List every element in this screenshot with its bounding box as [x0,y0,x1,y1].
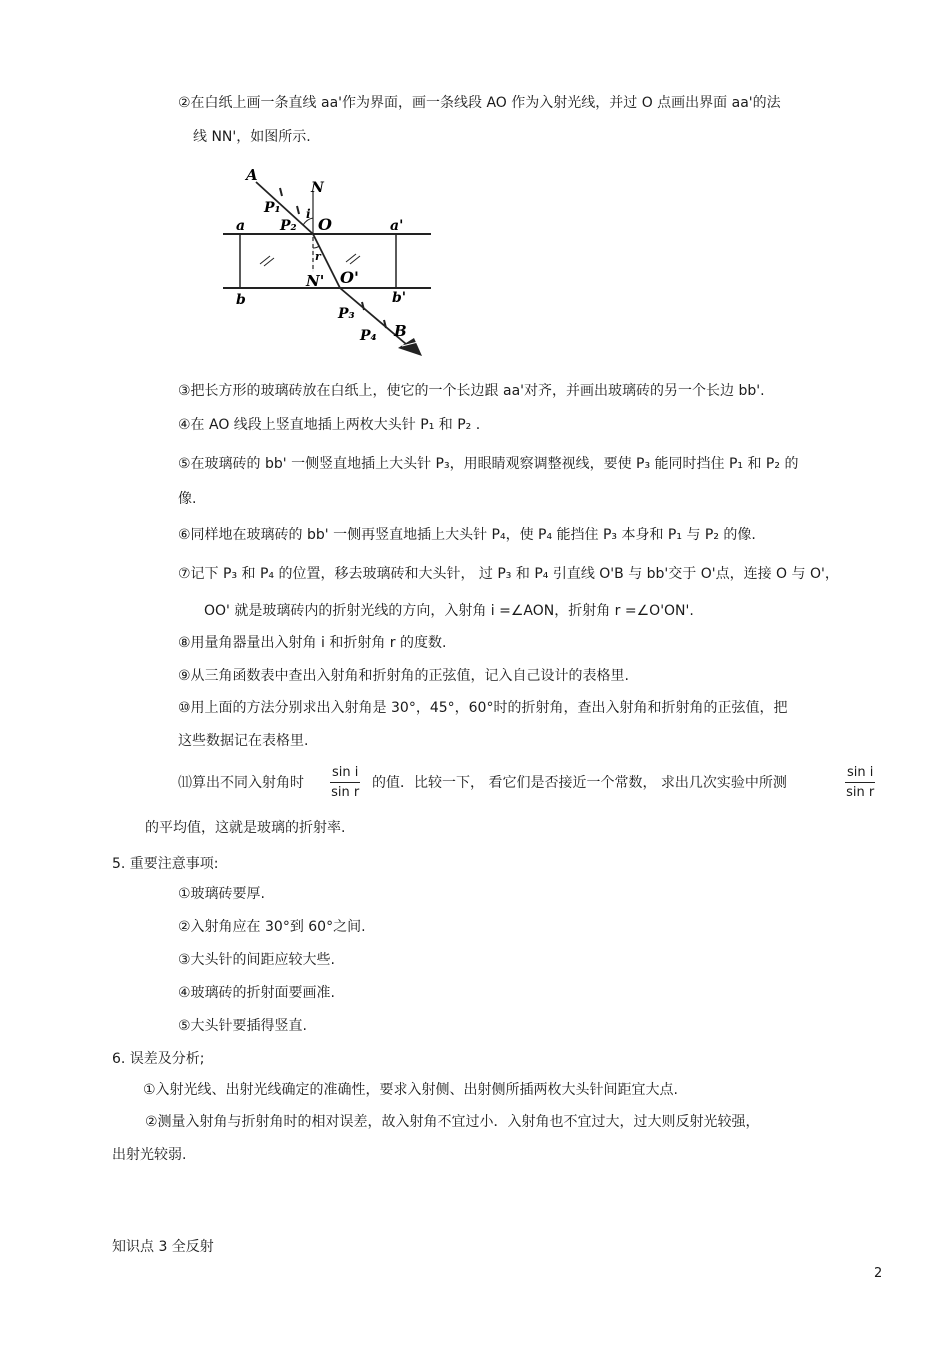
note-item: ②入射角应在 30°到 60°之间. [178,919,366,935]
note-item: ⑤大头针要插得竖直. [178,1018,308,1034]
step-7-line-2: OO' 就是玻璃砖内的折射光线的方向，入射角 i =∠AON，折射角 r =∠O'ON'. [204,603,694,619]
label-P4: P₄ [360,328,377,344]
step-2-line-1: ②在白纸上画一条直线 aa'作为界面，画一条线段 AO 作为入射光线，并过 O 点画出界面 aa'的法 [178,95,781,111]
fraction-denominator: sin r [846,785,875,800]
label-P1: P₁ [264,200,281,216]
section-5-heading: 5. 重要注意事项: [112,856,219,872]
angle-r-arc [313,246,319,248]
note-item: ①玻璃砖要厚. [178,886,266,902]
step-5-line-2: 像. [178,491,197,507]
fraction-denominator: sin r [331,785,360,800]
label-O: O [318,215,332,234]
sin-ratio-fraction-2 [845,765,875,800]
label-A: A [246,166,258,184]
note-item: ③大头针的间距应较大些. [178,952,336,968]
step-4: ④在 AO 线段上竖直地插上两枚大头针 P₁ 和 P₂ . [178,417,481,433]
step-9: ⑨从三角函数表中查出入射角和折射角的正弦值，记入自己设计的表格里. [178,668,629,684]
note-item: ④玻璃砖的折射面要画准. [178,985,336,1001]
fraction-numerator: sin i [330,765,360,783]
step-7-line-1: ⑦记下 P₃ 和 P₄ 的位置，移去玻璃砖和大头针， 过 P₃ 和 P₄ 引直线 O'B 与 bb'交于 O'点，连接 O 与 O'， [178,566,839,582]
step-11-prefix: ⑾算出不同入射角时 [178,775,304,791]
step-11-end: 的平均值，这就是玻璃的折射率. [145,820,346,836]
step-10-line-1: ⑩用上面的方法分别求出入射角是 30°，45°，60°时的折射角，查出入射角和折射角的正弦值，把 [178,700,788,716]
knowledge-point-heading: 知识点 3 全反射 [112,1239,214,1255]
label-a: a [236,218,246,234]
refraction-diagram [218,162,433,362]
step-2-line-2: 线 NN'，如图所示. [193,129,311,145]
label-N: N [311,180,324,196]
step-3: ③把长方形的玻璃砖放在白纸上，使它的一个长边跟 aa'对齐，并画出玻璃砖的另一个长边 bb'. [178,383,765,399]
section-6-heading: 6. 误差及分析; [112,1051,205,1067]
error-analysis-1: ①入射光线、出射光线确定的准确性，要求入射侧、出射侧所插两枚大头针间距宜大点. [143,1082,678,1098]
step-6: ⑥同样地在玻璃砖的 bb' 一侧再竖直地插上大头针 P₄，使 P₄ 能挡住 P₃ 本身和 P₁ 与 P₂ 的像. [178,527,756,543]
label-b: b [236,292,246,308]
error-analysis-2-cont: 出射光较弱. [112,1147,187,1163]
label-r: r [315,250,321,263]
label-N-prime: N' [306,272,325,290]
label-b-prime: b' [392,290,407,306]
pin-p1 [280,188,282,196]
step-5-line-1: ⑤在玻璃砖的 bb' 一侧竖直地插上大头针 P₃，用眼睛观察调整视线，要使 P₃ 能同时挡住 P₁ 和 P₂ 的 [178,456,799,472]
pin-p3 [362,302,364,310]
error-analysis-2: ②测量入射角与折射角时的相对误差，故入射角不宜过小．入射角也不宜过大，过大则反射光较强， [145,1114,760,1130]
label-O-prime: O' [340,268,359,287]
fraction-numerator: sin i [845,765,875,783]
label-B: B [394,322,407,340]
label-P3: P₃ [338,306,355,322]
step-8: ⑧用量角器量出入射角 i 和折射角 r 的度数. [178,635,447,651]
pin-p2 [297,206,299,214]
label-P2: P₂ [280,218,297,234]
sin-ratio-fraction-1 [330,765,360,800]
label-a-prime: a' [390,218,404,234]
step-10-line-2: 这些数据记在表格里. [178,733,309,749]
page-number: 2 [874,1266,883,1281]
pin-p4 [384,320,386,328]
step-11-middle: 的值．比较一下， 看它们是否接近一个常数， 求出几次实验中所测 [372,775,787,791]
label-i: i [306,207,311,221]
